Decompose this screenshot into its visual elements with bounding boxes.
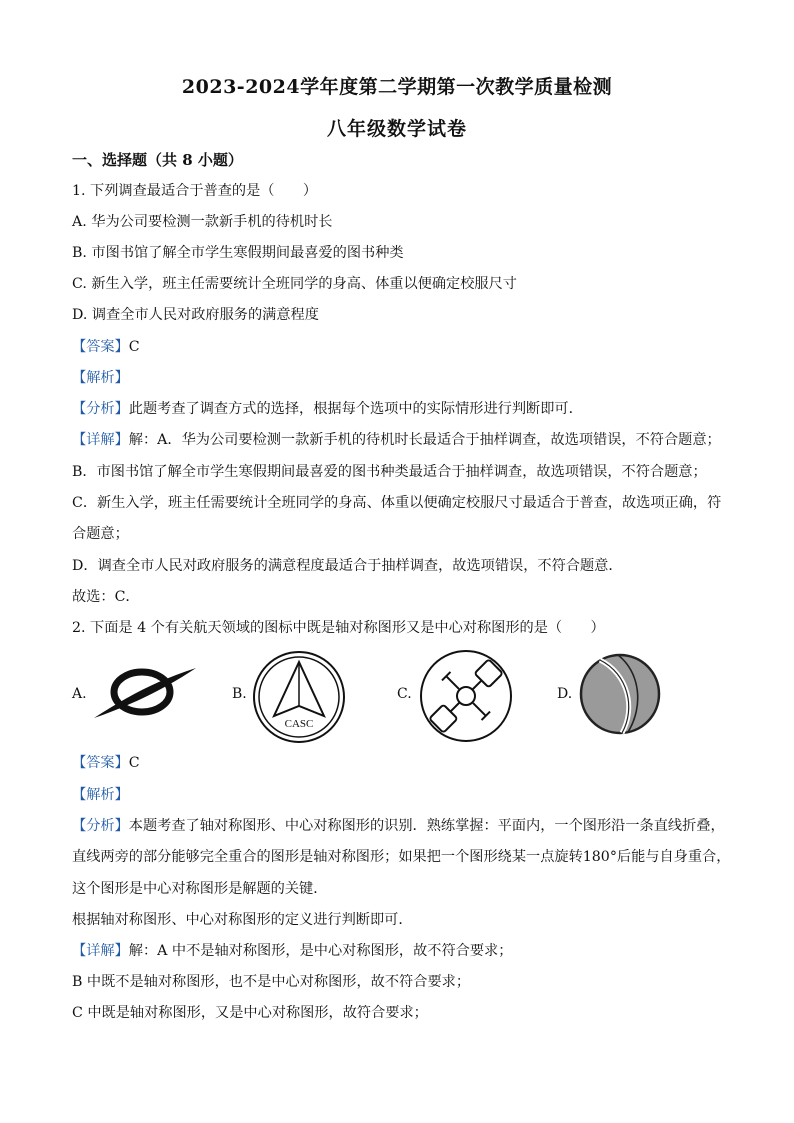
analysis-tag: 【解析】 [72, 787, 129, 803]
figure-d-eclipse-icon [578, 652, 662, 736]
answer-tag: 【答案】 [72, 755, 129, 771]
question-2-fenxi-line4: 根据轴对称图形、中心对称图形的定义进行判断即可． [72, 912, 413, 928]
xiangjie-text: 解：A．华为公司要检测一款新手机的待机时长最适合于抽样调查，故选项错误，不符合题意； [128, 432, 721, 448]
question-1-option-b: B. 市图书馆了解全市学生寒假期间最喜爱的图书种类 [72, 245, 404, 261]
question-1-option-c: C. 新生入学，班主任需要统计全班同学的身高、体重以便确定校服尺寸 [72, 276, 517, 292]
figure-c-satellite-icon [418, 648, 514, 744]
question-1-option-a: A. 华为公司要检测一款新手机的待机时长 [72, 214, 333, 230]
figure-a-label: A. [72, 686, 87, 702]
question-1-answer [72, 337, 722, 357]
question-1-analysis-tag [72, 368, 722, 388]
xiangjie-tag: 【详解】 [72, 432, 129, 448]
fenxi-tag: 【分析】 [72, 818, 129, 834]
question-2-analysis-tag [72, 785, 722, 805]
question-1-conclusion: 故选：C． [72, 589, 140, 605]
xiangjie-tag: 【详解】 [72, 943, 129, 959]
question-1-xiangjie-d: D．调查全市人民对政府服务的满意程度最适合于抽样调查，故选项错误，不符合题意． [72, 558, 623, 574]
xiangjie-text: 解：A 中不是轴对称图形，是中心对称图形，故不符合要求； [128, 943, 513, 959]
question-1-xiangjie-c-line2: 合题意； [72, 526, 129, 542]
figure-a-swoosh-icon [92, 660, 202, 722]
answer-value: C [128, 339, 140, 355]
question-2-xiangjie-c: C 中既是轴对称图形，又是中心对称图形，故符合要求； [72, 1005, 428, 1021]
figure-d-label: D. [557, 686, 573, 702]
question-1-xiangjie-c-line1: C．新生入学，班主任需要统计全班同学的身高、体重以便确定校服尺寸最适合于普查，故选项正确，符 [72, 495, 722, 511]
analysis-tag: 【解析】 [72, 370, 129, 386]
answer-tag: 【答案】 [72, 339, 129, 355]
page-title: 2023-2024学年度第二学期第一次教学质量检测 [181, 76, 613, 98]
question-1-fenxi [72, 399, 722, 419]
question-2-fenxi-line3: 这个图形是中心对称图形是解题的关键． [72, 881, 328, 897]
question-1-xiangjie-a [72, 430, 722, 450]
page-subtitle: 八年级数学试卷 [326, 118, 467, 140]
figure-c-label: C. [397, 686, 412, 702]
question-1-stem: 1. 下列调查最适合于普查的是（ ） [72, 183, 318, 199]
fenxi-tag: 【分析】 [72, 401, 129, 417]
fenxi-text: 此题考查了调查方式的选择，根据每个选项中的实际情形进行判断即可． [128, 401, 583, 417]
question-2-answer [72, 753, 722, 773]
question-1-option-d: D. 调查全市人民对政府服务的满意程度 [72, 307, 319, 323]
answer-value: C [128, 755, 140, 771]
fenxi-text: 本题考查了轴对称图形、中心对称图形的识别．熟练掌握：平面内，一个图形沿一条直线折叠， [128, 818, 725, 834]
question-2-fenxi-line2: 直线两旁的部分能够完全重合的图形是轴对称图形；如果把一个图形绕某一点旋转180°后能与自身重合， [72, 849, 731, 865]
question-2-xiangjie-a [72, 941, 722, 961]
section-heading: 一、选择题（共 8 小题） [72, 151, 243, 169]
question-2-fenxi-line1 [72, 816, 725, 836]
question-2-xiangjie-b: B 中既不是轴对称图形，也不是中心对称图形，故不符合要求； [72, 974, 471, 990]
figure-b-casc-logo-icon [252, 650, 346, 744]
figure-b-label: B. [232, 686, 247, 702]
figure-b-logo-text: CASC [284, 718, 314, 730]
question-1-xiangjie-b: B．市图书馆了解全市学生寒假期间最喜爱的图书种类最适合于抽样调查，故选项错误，不符合题意； [72, 464, 707, 480]
question-2-stem: 2. 下面是 4 个有关航天领域的图标中既是轴对称图形又是中心对称图形的是（ ） [72, 620, 605, 636]
